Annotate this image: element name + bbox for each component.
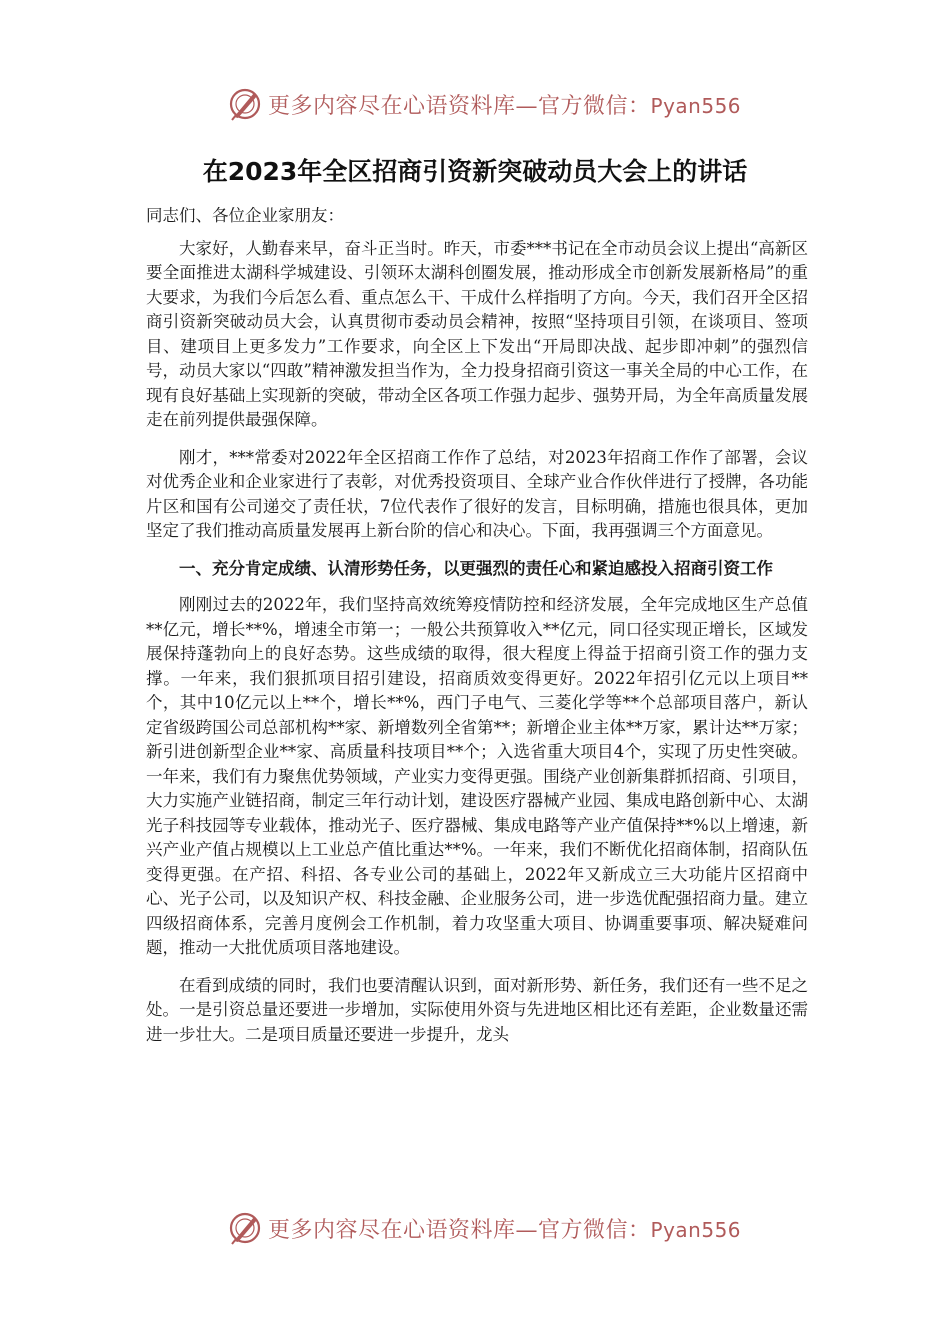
paragraph-achievements: 刚刚过去的2022年，我们坚持高效统筹疫情防控和经济发展，全年完成地区生产总值**亿元，增长**%，增速全市第一；一般公共预算收入**亿元，同口径实现正增长，区域发展保持蓬勃向上的良好态势。这些成绩的取得，很大程度上得益于招商引资工作的强力支撑。一年来，我们狠抓项目招引建设，招商质效变得更好。2022年招引亿元以上项目**个，其中10亿元以上**个，增长**%，西门子电气、三菱化学等**个总部项目落户，新认定省级跨国公司总部机构**家、新增数列全省第**；新增企业主体**万家，累计达**万家；新引进创新型企业**家、高质量科技项目**个；入选省重大项目4个，实现了历史性突破。一年来，我们有力聚焦优势领域，产业实力变得更强。围绕产业创新集群抓招商、引项目，大力实施产业链招商，制定三年行动计划，建设医疗器械产业园、集成电路创新中心、太湖光子科技园等专业载体，推动光子、医疗器械、集成电路等产业产值保持**%以上增速，新兴产业产值占规模以上工业总产值比重达**%。一年来，我们不断优化招商体制，招商队伍变得更强。在产招、科招、各专业公司的基础上，2022年又新成立三大功能片区招商中心、光子公司，以及知识产权、科技金融、企业服务公司，进一步选优配强招商力量。建立四级招商体系，完善月度例会工作机制，着力攻坚重大项目、协调重要事项、解决疑难问题，推动一大批优质项目落地建设。: [146, 595, 808, 957]
watermark-banner-bottom: [228, 1208, 748, 1248]
document-title: 在2023年全区招商引资新突破动员大会上的讲话: [202, 157, 748, 186]
document-body: [146, 204, 808, 1060]
watermark-text: 更多内容尽在心语资料库—官方微信：Pyan556: [268, 1217, 742, 1243]
watermark-banner-top: [228, 84, 748, 124]
quill-logo-icon: [228, 1211, 262, 1245]
watermark-text: 更多内容尽在心语资料库—官方微信：Pyan556: [268, 93, 742, 119]
section-heading-1: 一、充分肯定成绩、认清形势任务，以更强烈的责任心和紧迫感投入招商引资工作: [179, 558, 773, 578]
paragraph-shortcomings: 在看到成绩的同时，我们也要清醒认识到，面对新形势、新任务，我们还有一些不足之处。一是引资总量还要进一步增加，实际使用外资与先进地区相比还有差距，企业数量还需进一步壮大。二是项目质量还要进一步提升，龙头: [146, 975, 808, 1044]
quill-logo-icon: [228, 87, 262, 121]
paragraph-intro: 大家好，人勤春来早，奋斗正当时。昨天，市委***书记在全市动员会议上提出“高新区要全面推进太湖科学城建设、引领环太湖科创圈发展，推动形成全市创新发展新格局”的重大要求，为我们今后怎么看、重点怎么干、干成什么样指明了方向。今天，我们召开全区招商引资新突破动员大会，认真贯彻市委动员会精神，按照“坚持项目引领，在谈项目、签项目、建项目上更多发力”工作要求，向全区上下发出“开局即决战、起步即冲刺”的强烈信号，动员大家以“四敢”精神激发担当作为，全力投身招商引资这一事关全局的中心工作，在现有良好基础上实现新的突破，带动全区各项工作强力起步、强势开局，为全年高质量发展走在前列提供最强保障。: [146, 238, 808, 429]
greeting: 同志们、各位企业家朋友：: [146, 206, 344, 225]
paragraph-summary: 刚才，***常委对2022年全区招商工作作了总结，对2023年招商工作作了部署，会议对优秀企业和企业家进行了表彰，对优秀投资项目、全球产业合作伙伴进行了授牌，各功能片区和国有公司递交了责任状，7位代表作了很好的发言，目标明确，措施也很具体，更加坚定了我们推动高质量发展再上新台阶的信心和决心。下面，我再强调三个方面意见。: [146, 447, 808, 540]
